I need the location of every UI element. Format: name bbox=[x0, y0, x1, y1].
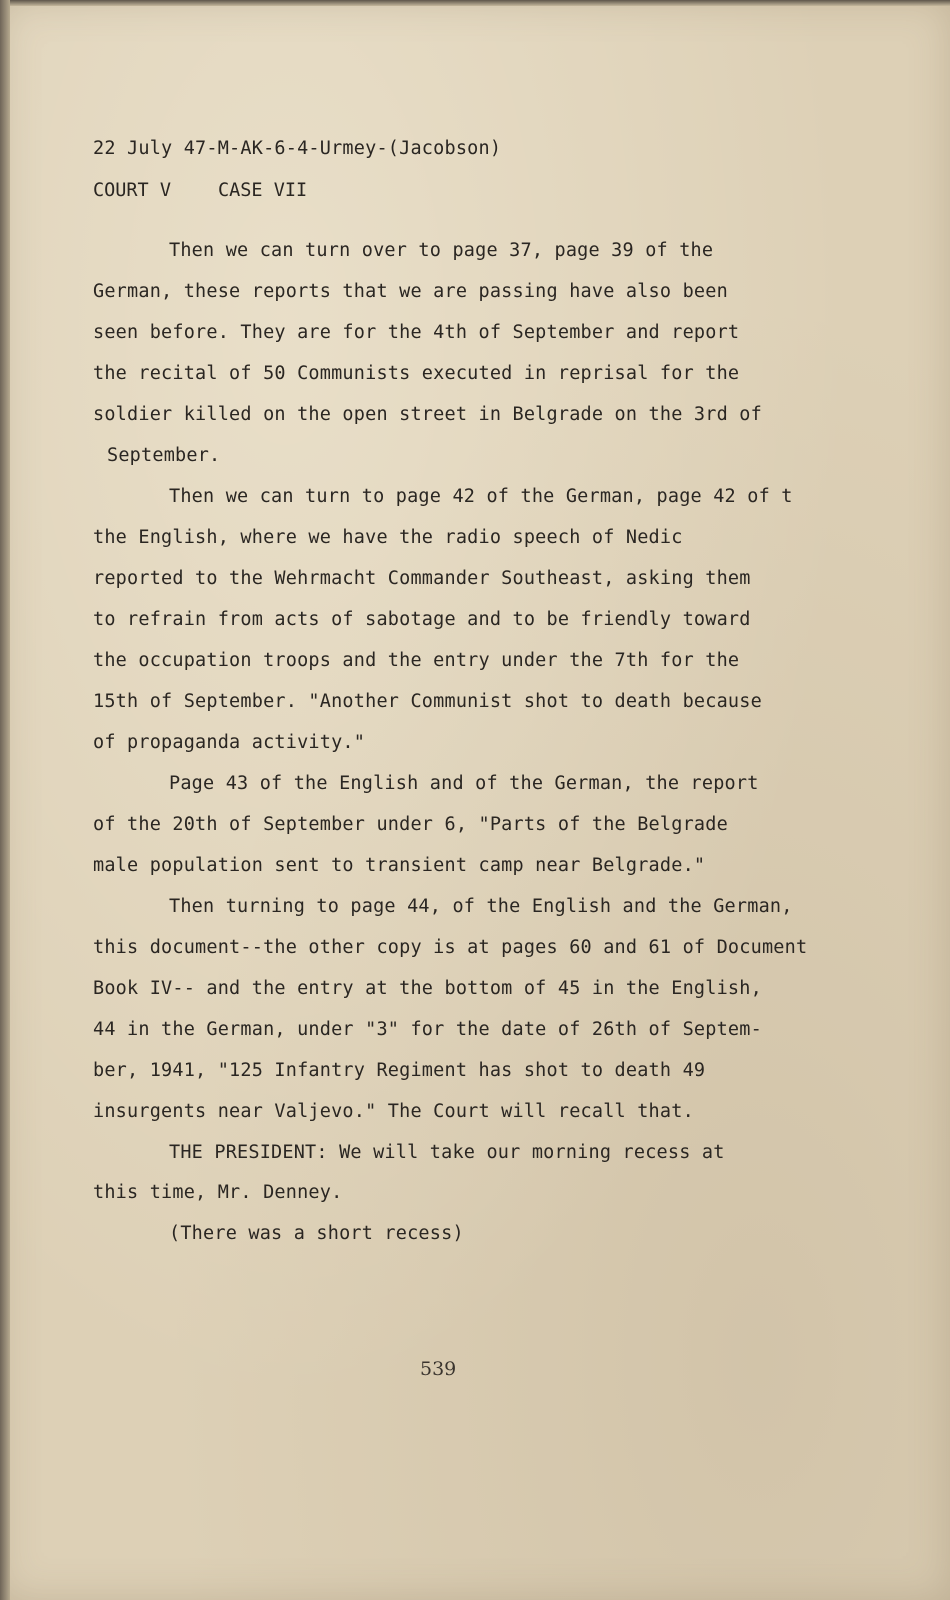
text-line: Page 43 of the English and of the German, the report bbox=[169, 773, 759, 794]
text-line: soldier killed on the open street in Belgrade on the 3rd of bbox=[93, 404, 762, 425]
text-line: Then we can turn to page 42 of the German, page 42 of t bbox=[169, 486, 793, 507]
text-line: reported to the Wehrmacht Commander Southeast, asking them bbox=[93, 568, 751, 589]
page-edge-top bbox=[0, 0, 950, 6]
page-edge-left bbox=[0, 0, 10, 1600]
text-line: the occupation troops and the entry under the 7th for the bbox=[93, 650, 740, 671]
text-line: this time, Mr. Denney. bbox=[93, 1182, 343, 1203]
page-number: 539 bbox=[420, 1358, 457, 1380]
text-line: male population sent to transient camp near Belgrade." bbox=[93, 855, 706, 876]
text-line: to refrain from acts of sabotage and to be friendly toward bbox=[93, 609, 751, 630]
text-line: THE PRESIDENT: We will take our morning recess at bbox=[169, 1142, 725, 1163]
text-line: the recital of 50 Communists executed in reprisal for the bbox=[93, 363, 740, 384]
text-line: (There was a short recess) bbox=[169, 1223, 464, 1244]
text-line: September. bbox=[107, 445, 221, 466]
text-line: of the 20th of September under 6, "Parts of the Belgrade bbox=[93, 814, 728, 835]
text-line: the English, where we have the radio speech of Nedic bbox=[93, 527, 683, 548]
text-line: seen before. They are for the 4th of September and report bbox=[93, 322, 740, 343]
case-reference: 22 July 47-M-AK-6-4-Urmey-(Jacobson) bbox=[93, 138, 502, 159]
text-line: insurgents near Valjevo." The Court will recall that. bbox=[93, 1101, 694, 1122]
text-line: Then we can turn over to page 37, page 39 of the bbox=[169, 240, 714, 261]
text-line: 44 in the German, under "3" for the date of 26th of Septem- bbox=[93, 1019, 762, 1040]
text-line: this document--the other copy is at pages 60 and 61 of Document bbox=[93, 937, 808, 958]
text-line: 15th of September. "Another Communist shot to death because bbox=[93, 691, 762, 712]
text-line: Book IV-- and the entry at the bottom of 45 in the English, bbox=[93, 978, 762, 999]
text-line: of propaganda activity." bbox=[93, 732, 366, 753]
text-line: ber, 1941, "125 Infantry Regiment has shot to death 49 bbox=[93, 1060, 706, 1081]
text-line: Then turning to page 44, of the English and the German, bbox=[169, 896, 793, 917]
court-label: COURT V bbox=[93, 180, 171, 201]
text-line: German, these reports that we are passing have also been bbox=[93, 281, 728, 302]
case-label: CASE VII bbox=[218, 180, 308, 201]
